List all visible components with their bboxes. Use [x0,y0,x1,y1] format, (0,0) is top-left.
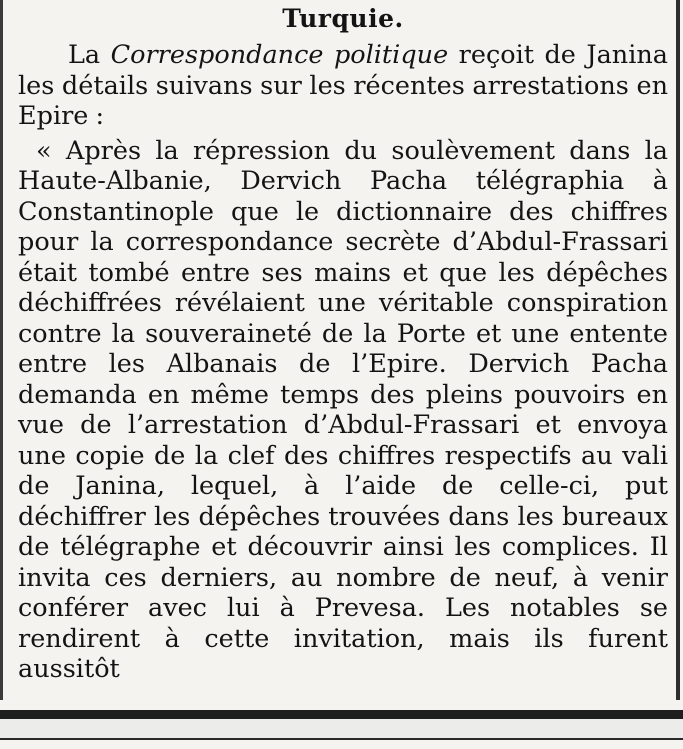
intro-suffix: reçoit de Janina les détails suivans sur les récentes arrestations en Epire : [18,40,668,131]
intro-paragraph [18,40,668,132]
quote-paragraph [18,136,668,685]
column-rule-right [676,0,680,700]
column-rule-left [0,0,3,700]
article-title: Turquie. [282,4,404,33]
bottom-rule-thick [0,710,683,719]
intro-prefix: La [68,40,111,70]
bottom-rule-gap [0,719,683,738]
bottom-rule-thin [0,738,683,740]
publication-name: Correspondance politique [110,40,449,70]
quote-text: « Après la répression du soulèvement dans la Haute-Albanie, Dervich Pacha télégraphia à Constantinople que le dictionnaire des chiffres pour la correspondance secrète d’Abdul-Frassari était tombé entre ses mains et que les dépêches déchiffrées révélaient une véritable conspiration contre la souveraineté de la Porte et une entente entre les Albanais de l’Epire. Dervich Pacha demanda en même temps des pleins pouvoirs en vue de l’arrestation d’Abdul-Frassari et envoya une copie de la clef des chiffres respectifs au vali de Janina, lequel, à l’aide de celle-ci, put déchiffrer les dépêches trouvées dans les bureaux de télégraphe et découvrir ainsi les complices. Il invita ces derniers, au nombre de neuf, à venir conférer avec lui à Prevesa. Les notables se rendirent à cette invitation, mais ils furent aussitôt [18,135,668,684]
news-article [18,0,668,700]
